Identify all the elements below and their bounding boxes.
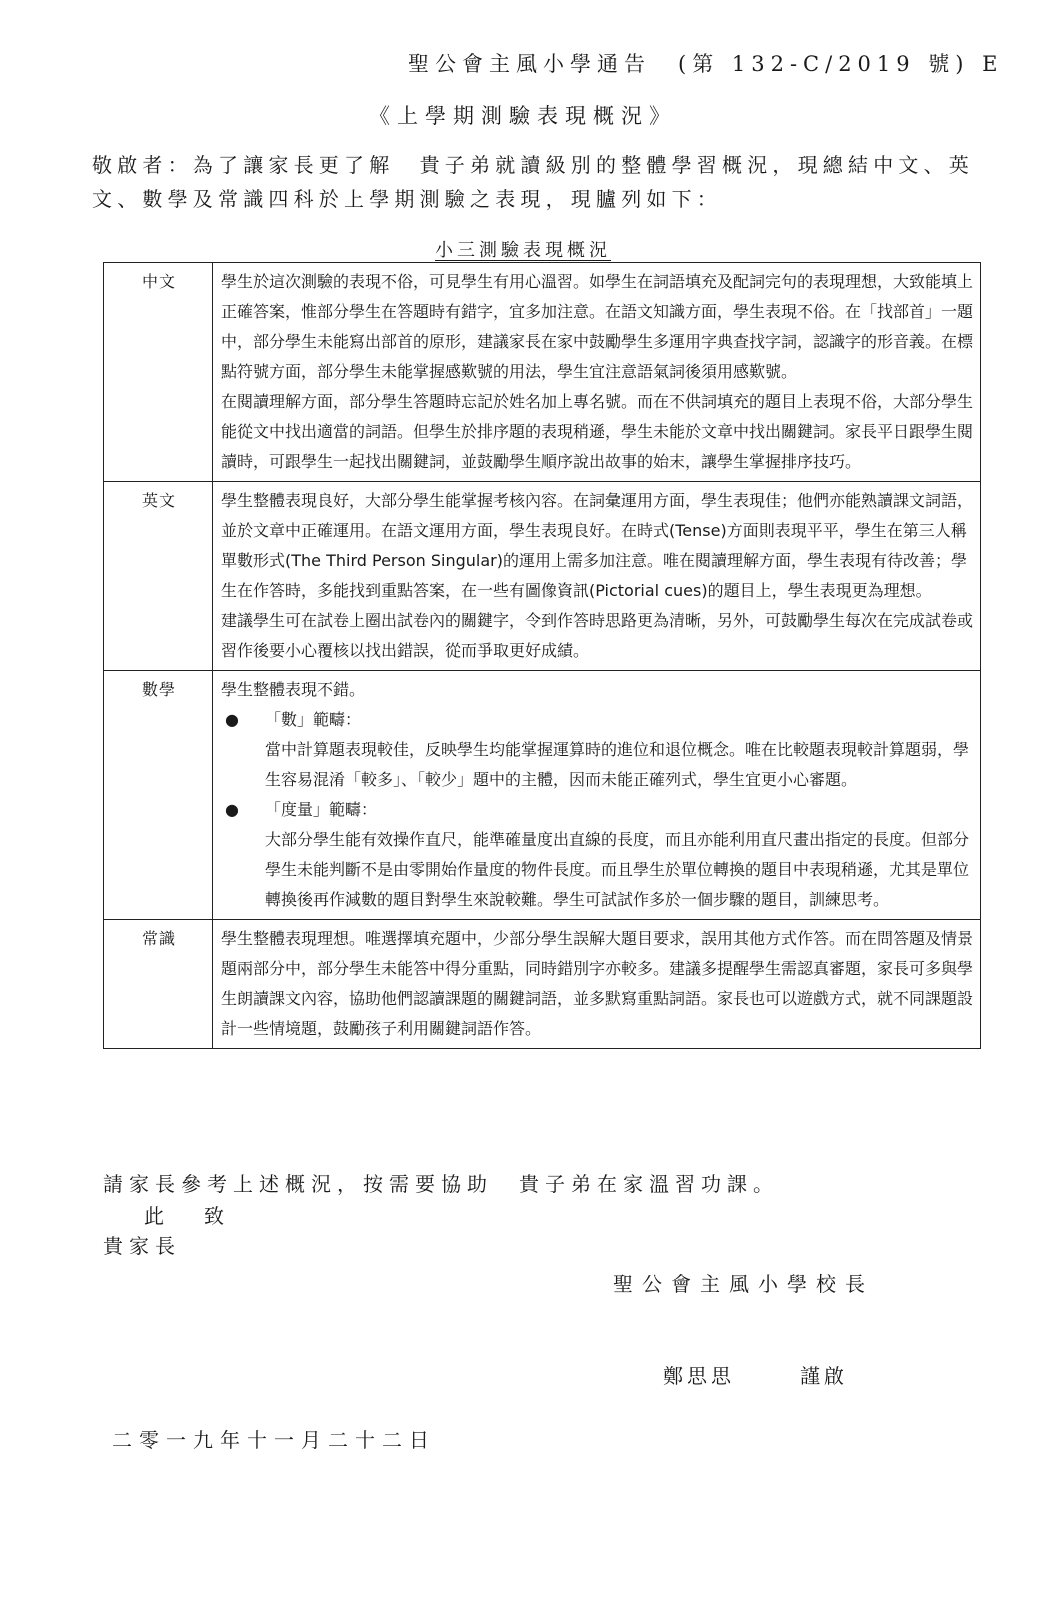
principal-title: 聖公會主風小學校長 (613, 1272, 874, 1296)
notice-header: 聖公會主風小學通告 (第 132-C/2019 號) E (408, 52, 1004, 76)
subject-cell: 數學 (104, 671, 213, 920)
signer-name: 鄭思思 (663, 1364, 735, 1388)
comment-summary: 學生整體表現不錯。 (221, 680, 366, 699)
comment-cell (213, 263, 981, 482)
signoff: 謹啟 (800, 1364, 848, 1388)
table-row (104, 671, 981, 920)
bullet-icon: ● (225, 710, 239, 729)
report-title: 小三測驗表現概況 (435, 240, 611, 261)
comment-paragraph: 建議學生可在試卷上圈出試卷內的關鍵字，令到作答時思路更為清晰，另外，可鼓勵學生每次在完成試卷或習作後要小心覆核以找出錯誤，從而爭取更好成績。 (221, 611, 974, 660)
subject-cell: 中文 (104, 263, 213, 482)
bullet-heading: 「數」範疇： (265, 710, 362, 729)
closing-message: 請家長參考上述概況，按需要協助 貴子弟在家溫習功課。 (103, 1172, 779, 1196)
notice-title: 《上學期測驗表現概況》 (369, 104, 677, 128)
comment-cell (213, 482, 981, 671)
subject-cell: 英文 (104, 482, 213, 671)
table-row (104, 920, 981, 1049)
notice-intro: 敬啟者：為了讓家長更了解 貴子弟就讀級別的整體學習概況，現總結中文、英文、數學及常識四科於上學期測驗之表現，現臚列如下： (92, 153, 974, 211)
notice-date: 二零一九年十一月二十二日 (112, 1428, 436, 1452)
closing-recipient: 貴家長 (103, 1234, 181, 1258)
comment-paragraph: 在閱讀理解方面，部分學生答題時忘記於姓名加上專名號。而在不供詞填充的題目上表現不俗，大部分學生能從文中找出適當的詞語。但學生於排序題的表現稍遜，學生未能於文章中找出關鍵詞。家長平日跟學生閱讀時，可跟學生一起找出關鍵詞，並鼓勵學生順序說出故事的始末，讓學生掌握排序技巧。 (221, 392, 974, 471)
bullet-icon: ● (225, 800, 239, 819)
table-row (104, 482, 981, 671)
list-item (221, 795, 974, 825)
table-row (104, 263, 981, 482)
bullet-heading: 「度量」範疇： (265, 800, 378, 819)
list-item (221, 705, 974, 735)
report-table (103, 262, 981, 1049)
comment-paragraph: 學生整體表現理想。唯選擇填充題中，少部分學生誤解大題目要求，誤用其他方式作答。而在問答題及情景題兩部分中，部分學生未能答中得分重點，同時錯別字亦較多。建議多提醒學生需認真審題，家長可多與學生朗讀課文內容，協助他們認讀課題的關鍵詞語，並多默寫重點詞語。家長也可以遊戲方式，就不同課題設計一些情境題，鼓勵孩子利用關鍵詞語作答。 (221, 929, 974, 1038)
comment-paragraph: 學生於這次測驗的表現不俗，可見學生有用心溫習。如學生在詞語填充及配詞完句的表現理想，大致能填上正確答案，惟部分學生在答題時有錯字，宜多加注意。在語文知識方面，學生表現不俗。在「找部首」一題中，部分學生未能寫出部首的原形，建議家長在家中鼓勵學生多運用字典查找字詞，認識字的形音義。在標點符號方面，部分學生未能掌握感歎號的用法，學生宜注意語氣詞後須用感歎號。 (221, 272, 974, 381)
subject-cell: 常識 (104, 920, 213, 1049)
closing-zhi: 此致 (144, 1204, 264, 1228)
comment-cell (213, 920, 981, 1049)
comment-paragraph: 學生整體表現良好，大部分學生能掌握考核內容。在詞彙運用方面，學生表現佳；他們亦能熟讀課文詞語，並於文章中正確運用。在語文運用方面，學生表現良好。在時式(Tense)方面則表現平平，學生在第三人稱單數形式(The Third Person Singular)的運用上需多加注意。唯在閱讀理解方面，學生表現有待改善；學生在作答時，多能找到重點答案，在一些有圖像資訊(Pictorial cues)的題目上，學生表現更為理想。 (221, 491, 974, 600)
report-title-wrap (0, 236, 1046, 262)
bullet-text: 當中計算題表現較佳，反映學生均能掌握運算時的進位和退位概念。唯在比較題表現較計算題弱，學生容易混淆「較多」、「較少」題中的主體，因而未能正確列式，學生宜更小心審題。 (265, 740, 970, 789)
comment-cell (213, 671, 981, 920)
bullet-text: 大部分學生能有效操作直尺，能準確量度出直線的長度，而且亦能利用直尺畫出指定的長度。但部分學生未能判斷不是由零開始作量度的物件長度。而且學生於單位轉換的題目中表現稍遜，尤其是單位轉換後再作減數的題目對學生來說較難。學生可試試作多於一個步驟的題目，訓練思考。 (265, 830, 970, 909)
